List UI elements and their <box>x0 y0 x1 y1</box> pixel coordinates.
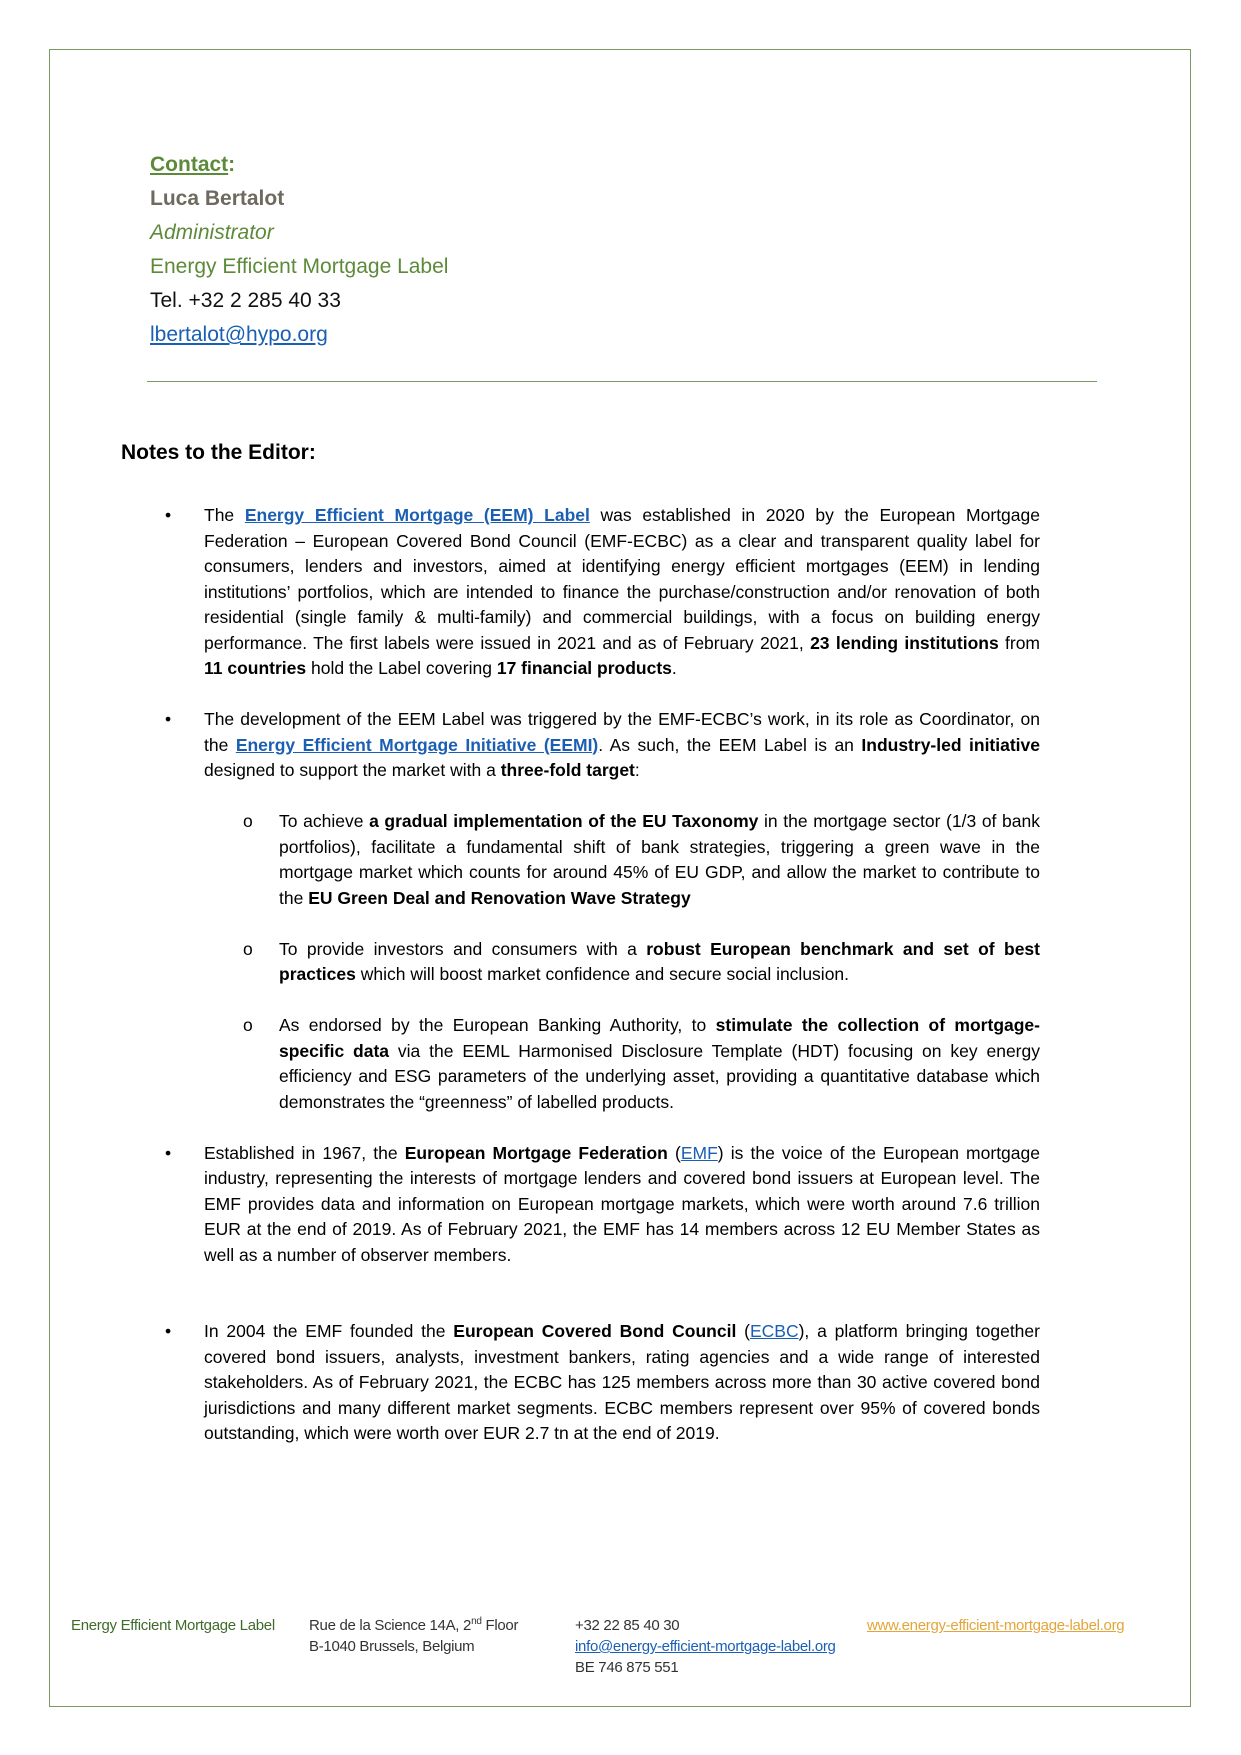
list-item: • Established in 1967, the European Mortgage Federation (EMF) is the voice of the European mortgage industry, representing the interests of mortgage lenders and covered bond issuers at European level. The EMF provides data and information on European mortgage markets, which were worth around 7.6 trillion EUR at the end of 2019. As of February 2021, the EMF has 14 members across 12 EU Member States as well as a number of observer members. <box>165 1142 1040 1265</box>
footer-website-link[interactable]: www.energy-efficient-mortgage-label.org <box>867 1617 1125 1634</box>
contact-role: Administrator <box>150 221 274 244</box>
footer-organization: Energy Efficient Mortgage Label <box>71 1617 275 1634</box>
notes-title: Notes to the Editor: <box>121 441 316 464</box>
sub-list-item: o As endorsed by the European Banking Authority, to stimulate the collection of mortgage-specific data via the EEML Harmonised Disclosure Template (HDT) focusing on key energy efficiency and ESG parameters of the underlying asset, providing a quantitative database which demonstrates the “greenness” of labelled products. <box>243 1015 1040 1112</box>
emf-link[interactable]: EMF <box>680 1142 718 1163</box>
sub-list-item: o To achieve a gradual implementation of the EU Taxonomy in the mortgage sector (1/3 of bank portfolios), facilitate a fundamental shift of bank strategies, triggering a green wave in the mortgage market which counts for around 45% of EU GDP, and allow the market to contribute to the EU Green Deal and Renovation Wave Strategy <box>243 811 1040 908</box>
contact-block <box>150 148 448 352</box>
ecbc-link[interactable]: ECBC <box>749 1321 799 1341</box>
footer-email-link[interactable]: info@energy-efficient-mortgage-label.org <box>575 1638 836 1655</box>
list-item: • The Energy Efficient Mortgage (EEM) Label was established in 2020 by the European Mortgage Federation – European Covered Bond Council (EMF-ECBC) as a clear and transparent quality label for consumers, lenders and investors, aimed at identifying energy efficient mortgages (EEM) in lending institutions’ portfolios, which are intended to finance the purchase/construction and/or renovation of both residential (single family & multi-family) and commercial buildings, with a focus on building energy performance. The first labels were issued in 2021 and as of February 2021, 23 lending institutions from 11 countries hold the Label covering 17 financial products. <box>165 505 1040 678</box>
sub-bullet-icon: o <box>243 938 253 959</box>
section-divider <box>147 381 1097 382</box>
footer-address: Rue de la Science 14A, 2nd Floor B-1040 Brussels, Belgium <box>309 1616 519 1655</box>
footer-vat: BE 746 875 551 <box>575 1659 679 1676</box>
contact-heading: Contact: <box>150 153 236 176</box>
contact-email-link[interactable]: lbertalot@hypo.org <box>150 323 328 346</box>
notes-body <box>164 503 1040 1447</box>
eemi-link[interactable]: Energy Efficient Mortgage Initiative (EEMI) <box>235 734 599 755</box>
list-item: • In 2004 the EMF founded the European Covered Bond Council (ECBC), a platform bringing together covered bond issuers, analysts, investment bankers, rating agencies and a wide range of interested stakeholders. As of February 2021, the ECBC has 125 members across more than 30 active covered bond jurisdictions and many different market segments. ECBC members represent over 95% of covered bonds outstanding, which were worth over EUR 2.7 tn at the end of 2019. <box>165 1321 1040 1443</box>
eem-label-link[interactable]: Energy Efficient Mortgage (EEM) Label <box>244 505 590 525</box>
contact-phone: Tel. +32 2 285 40 33 <box>150 289 341 312</box>
bullet-icon: • <box>165 505 172 525</box>
contact-organization: Energy Efficient Mortgage Label <box>150 255 449 278</box>
sub-bullet-icon: o <box>243 811 253 831</box>
sub-list-item: o To provide investors and consumers with a robust European benchmark and set of best practices which will boost market confidence and secure social inclusion. <box>243 938 1040 984</box>
footer-phone: +32 22 85 40 30 <box>575 1617 680 1634</box>
footer-contact <box>575 1615 836 1678</box>
contact-name: Luca Bertalot <box>150 187 285 210</box>
bullet-icon: • <box>165 1142 172 1163</box>
list-item: • The development of the EEM Label was triggered by the EMF-ECBC’s work, in its role as Coordinator, on the Energy Efficient Mortgage Initiative (EEMI). As such, the EEM Label is an Industry-led initiative designed to support the market with a three-fold target: <box>165 709 1041 780</box>
bullet-icon: • <box>165 1321 172 1341</box>
sub-bullet-icon: o <box>243 1015 253 1035</box>
bullet-icon: • <box>165 709 172 729</box>
